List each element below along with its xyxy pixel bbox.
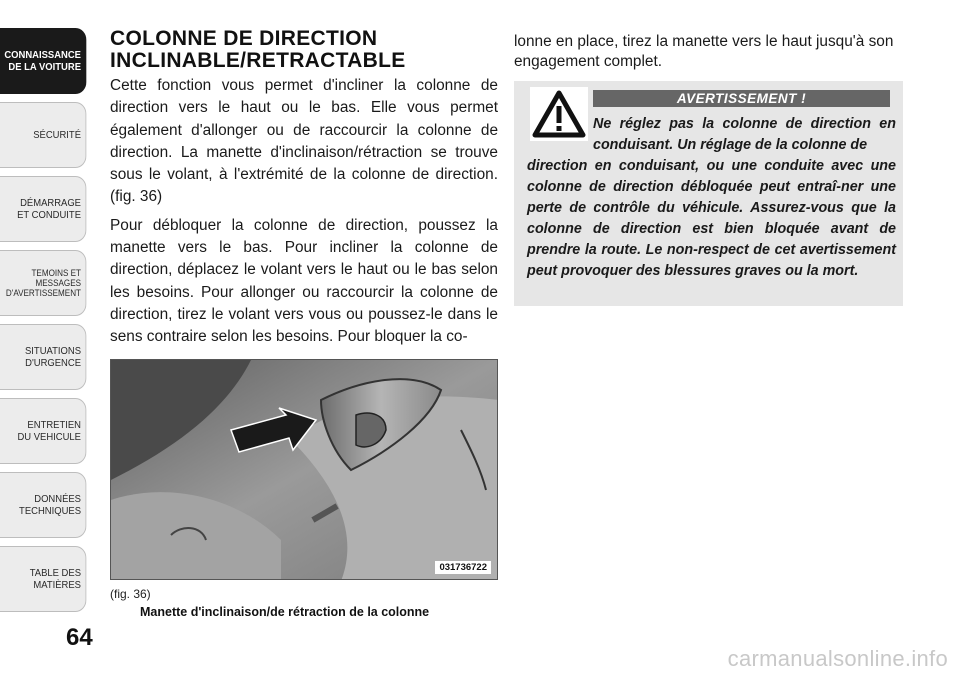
warning-title: AVERTISSEMENT !: [593, 90, 890, 107]
tab-demarrage[interactable]: [0, 176, 86, 242]
section-title: COLONNE DE DIRECTION INCLINABLE/RETRACTABLE: [110, 27, 406, 72]
tab-table-matieres[interactable]: [0, 546, 86, 612]
figure-caption: Manette d'inclinaison/de rétraction de la colonne: [140, 605, 430, 619]
tab-temoins[interactable]: [0, 250, 86, 316]
tab-label: SÉCURITÉ: [33, 129, 81, 141]
continued-paragraph: lonne en place, tirez la manette vers le haut jusqu'à son engagement complet.: [514, 33, 894, 70]
tab-label: TEMOINS ET MESSAGES D'AVERTISSEMENT: [5, 268, 82, 298]
left-column: [110, 28, 498, 349]
body-paragraph-1: Cette fonction vous permet d'incliner la colonne de direction vers le haut ou le bas. Elle vous permet également d'allonger ou de raccourcir la colonne de direction. La manette d'inclinaison/rétraction se trouve sous le volant, à l'extrémité de la colonne de direction. (fig. 36): [110, 77, 498, 206]
watermark: carmanualsonline.info: [727, 646, 948, 671]
tab-situations[interactable]: [0, 324, 86, 390]
figure-label: (fig. 36): [110, 587, 151, 601]
page-number: 64: [66, 624, 93, 651]
tab-donnees[interactable]: [0, 472, 86, 538]
warning-lead-text: Ne réglez pas la colonne de direction en conduisant. Un réglage de la colonne de: [593, 116, 896, 153]
tab-label: TABLE DES MATIÈRES: [29, 567, 81, 591]
tab-entretien[interactable]: [0, 398, 86, 464]
warning-triangle-icon: [530, 87, 588, 141]
tab-label: DONNÉES TECHNIQUES: [19, 493, 81, 517]
tab-label: DÉMARRAGE ET CONDUITE: [17, 197, 81, 221]
right-column: [514, 32, 904, 72]
tab-securite[interactable]: [0, 102, 86, 168]
tab-label: SITUATIONS D'URGENCE: [24, 345, 82, 369]
steering-column-figure: [110, 359, 498, 580]
warning-box: [514, 81, 903, 306]
steering-column-illustration: [111, 360, 498, 580]
figure-code: 031736722: [435, 561, 491, 574]
tab-connaissance[interactable]: [0, 28, 86, 94]
warning-body-text: direction en conduisant, ou une conduite avec une colonne de direction débloquée peut entraî-ner une perte de contrôle du véhicule. Assurez-vous que la colonne de direction est bien bloquée avant de prendre la route. Le non-respect de cet avertissement peut provoquer des blessures graves ou la mort.: [527, 158, 896, 279]
body-paragraph-2: Pour débloquer la colonne de direction, poussez la manette vers le bas. Pour incliner la colonne de direction, déplacez le volant vers le haut ou le bas selon les besoins. Pour allonger ou raccourcir la colonne de direction, tirez le volant vers vous ou poussez-le dans le sens contraire selon les besoins. Pour bloquer la co-: [110, 216, 498, 346]
tab-label: CONNAISSANCE DE LA VOITURE: [4, 49, 81, 73]
tab-label: ENTRETIEN DU VEHICULE: [17, 419, 81, 443]
